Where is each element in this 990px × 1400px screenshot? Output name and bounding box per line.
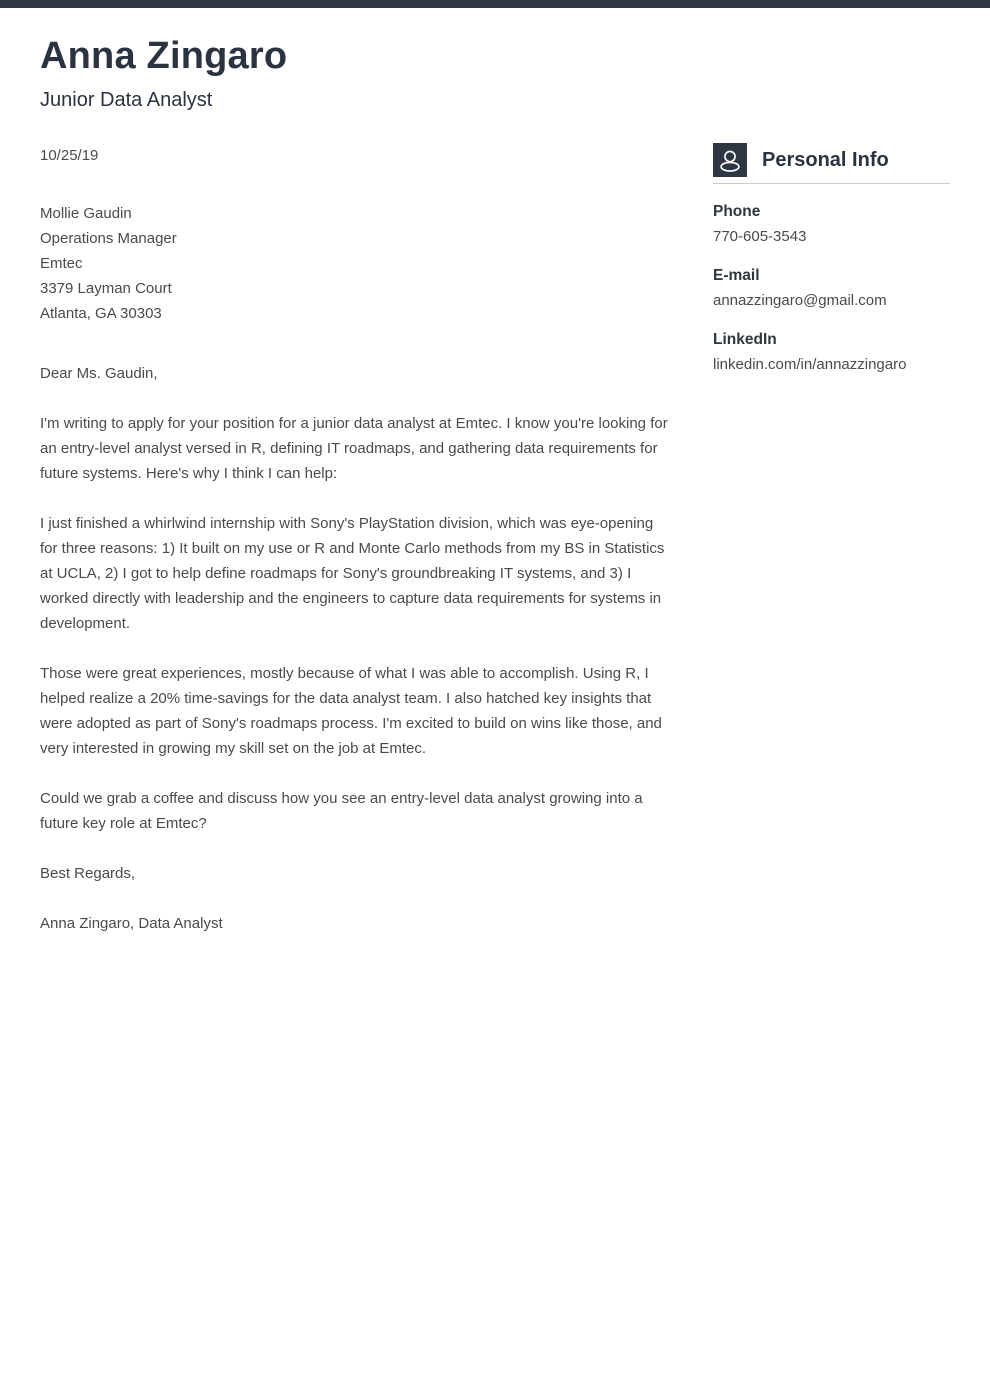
salutation: Dear Ms. Gaudin, bbox=[40, 364, 158, 382]
email-value: annazzingaro@gmail.com bbox=[713, 292, 887, 309]
phone-value: 770-605-3543 bbox=[713, 228, 807, 245]
accent-top-bar bbox=[0, 0, 990, 8]
recipient-street: 3379 Layman Court bbox=[40, 279, 172, 297]
personal-info-sidebar bbox=[713, 143, 950, 376]
cover-letter-page bbox=[0, 8, 990, 936]
phone-label: Phone bbox=[713, 203, 761, 220]
sidebar-divider bbox=[713, 183, 950, 184]
letter-paragraph-4: Could we grab a coffee and discuss how you see an entry-level data analyst growing into a future key role at Emtec? bbox=[40, 789, 643, 832]
letter-date: 10/25/19 bbox=[40, 146, 99, 164]
recipient-company: Emtec bbox=[40, 254, 83, 272]
letter-closing: Best Regards, bbox=[40, 864, 136, 882]
recipient-name: Mollie Gaudin bbox=[40, 204, 132, 222]
person-icon bbox=[713, 143, 747, 177]
sidebar-title: Personal Info bbox=[762, 148, 889, 171]
letter-body bbox=[40, 361, 668, 936]
applicant-name: Anna Zingaro bbox=[40, 35, 288, 77]
letter-main-column bbox=[40, 8, 668, 936]
letter-paragraph-1: I'm writing to apply for your position for a junior data analyst at Emtec. I know you're looking for an entry-level analyst versed in R, defining IT roadmaps, and gathering data requirements for future systems. Here's why I think I can help: bbox=[40, 414, 668, 482]
recipient-city: Atlanta, GA 30303 bbox=[40, 304, 162, 322]
linkedin-value: linkedin.com/in/annazzingaro bbox=[713, 356, 907, 373]
letter-paragraph-2: I just finished a whirlwind internship with Sony's PlayStation division, which was eye-opening for three reasons: 1) It built on my use or R and Monte Carlo methods from my BS in Statistics at UCLA, 2) I got to help define roadmaps for Sony's groundbreaking IT systems, and 3) I worked directly with leadership and the engineers to capture data requirements for systems in development. bbox=[40, 514, 665, 632]
info-group-email bbox=[713, 265, 950, 312]
sidebar-header bbox=[713, 143, 950, 177]
info-group-phone bbox=[713, 201, 950, 248]
applicant-job-title: Junior Data Analyst bbox=[40, 88, 213, 111]
letter-signature: Anna Zingaro, Data Analyst bbox=[40, 914, 223, 932]
recipient-role: Operations Manager bbox=[40, 229, 177, 247]
letter-paragraph-3: Those were great experiences, mostly because of what I was able to accomplish. Using R, I helped realize a 20% time-savings for the data analyst team. I also hatched key insights that were adopted as part of Sony's roadmaps process. I'm excited to build on wins like those, and very interested in growing my skill set on the job at Emtec. bbox=[40, 664, 662, 757]
recipient-block bbox=[40, 201, 668, 326]
linkedin-label: LinkedIn bbox=[713, 331, 777, 348]
email-label: E-mail bbox=[713, 267, 760, 284]
info-group-linkedin bbox=[713, 329, 950, 376]
